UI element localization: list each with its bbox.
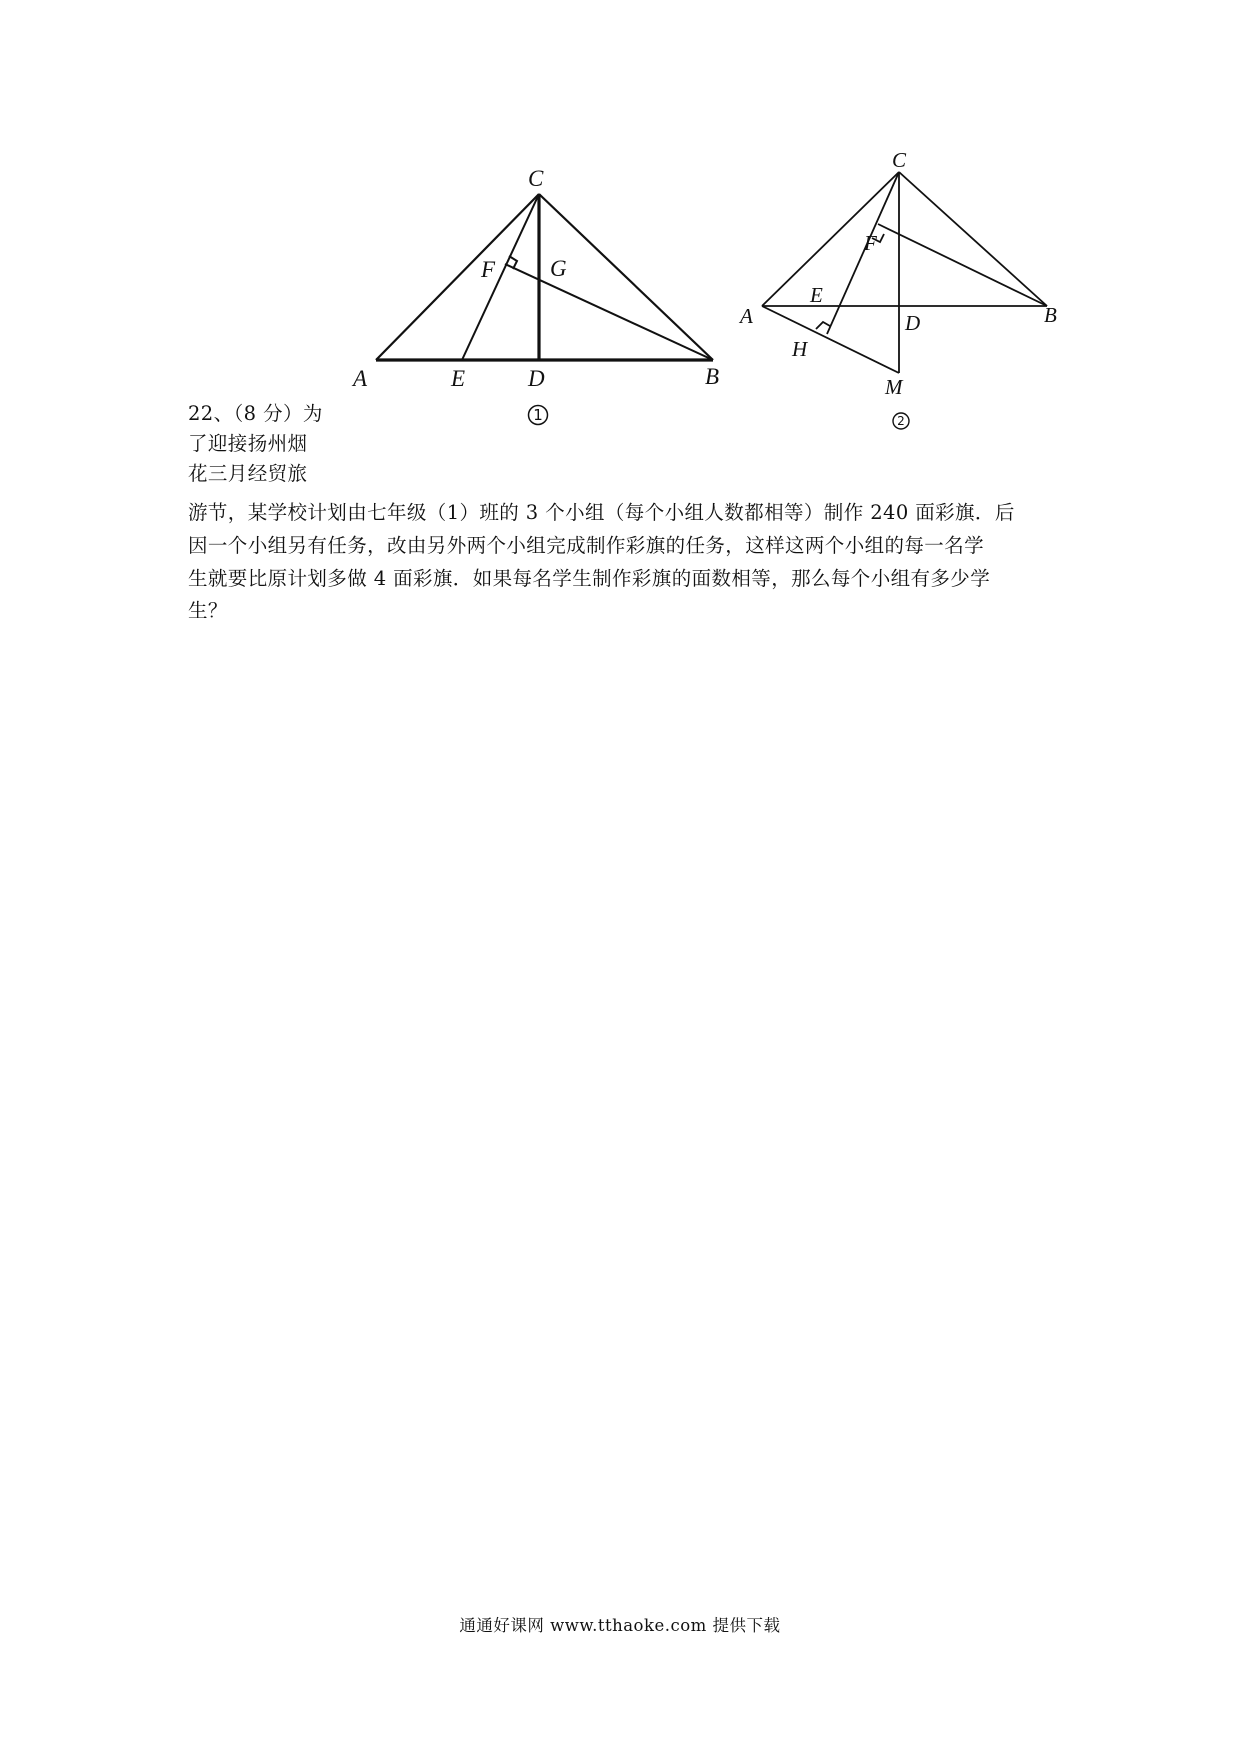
label-E: E [451, 366, 466, 391]
figure-1-diagram [340, 160, 740, 440]
label-D: D [528, 366, 545, 391]
problem-text-line: 了迎接扬州烟 [188, 432, 308, 455]
label-F: F [481, 257, 496, 282]
figure-1 [340, 160, 740, 440]
problem-text-line: 22、（8 分）为 [188, 402, 323, 425]
label-D: D [905, 311, 921, 335]
label-C: C [528, 166, 544, 191]
figure-number: 1 [533, 406, 543, 424]
label-E: E [810, 283, 823, 307]
figure-2-diagram [735, 145, 1075, 435]
label-F: F [864, 231, 877, 255]
label-C: C [892, 148, 907, 172]
figure-number: 2 [897, 414, 905, 428]
problem-text-line: 游节，某学校计划由七年级（1）班的 3 个小组（每个小组人数都相等）制作 240 面彩旗．后 [188, 501, 1015, 524]
label-B: B [1044, 303, 1057, 327]
label-M: M [885, 375, 903, 399]
figure-2 [735, 145, 1075, 435]
problem-text-line: 生？ [188, 599, 228, 622]
label-B: B [705, 364, 720, 389]
label-H: H [792, 337, 808, 361]
problem-text-line: 花三月经贸旅 [188, 462, 308, 485]
page-footer: 通通好课网 www.tthaoke.com 提供下载 [459, 1616, 781, 1635]
problem-text-line: 生就要比原计划多做 4 面彩旗．如果每名学生制作彩旗的面数相等，那么每个小组有多少学 [188, 567, 991, 590]
label-A: A [353, 366, 368, 391]
problem-text-line: 因一个小组另有任务，改由另外两个小组完成制作彩旗的任务，这样这两个小组的每一名学 [188, 534, 985, 557]
label-G: G [550, 256, 567, 281]
label-A: A [740, 304, 753, 328]
